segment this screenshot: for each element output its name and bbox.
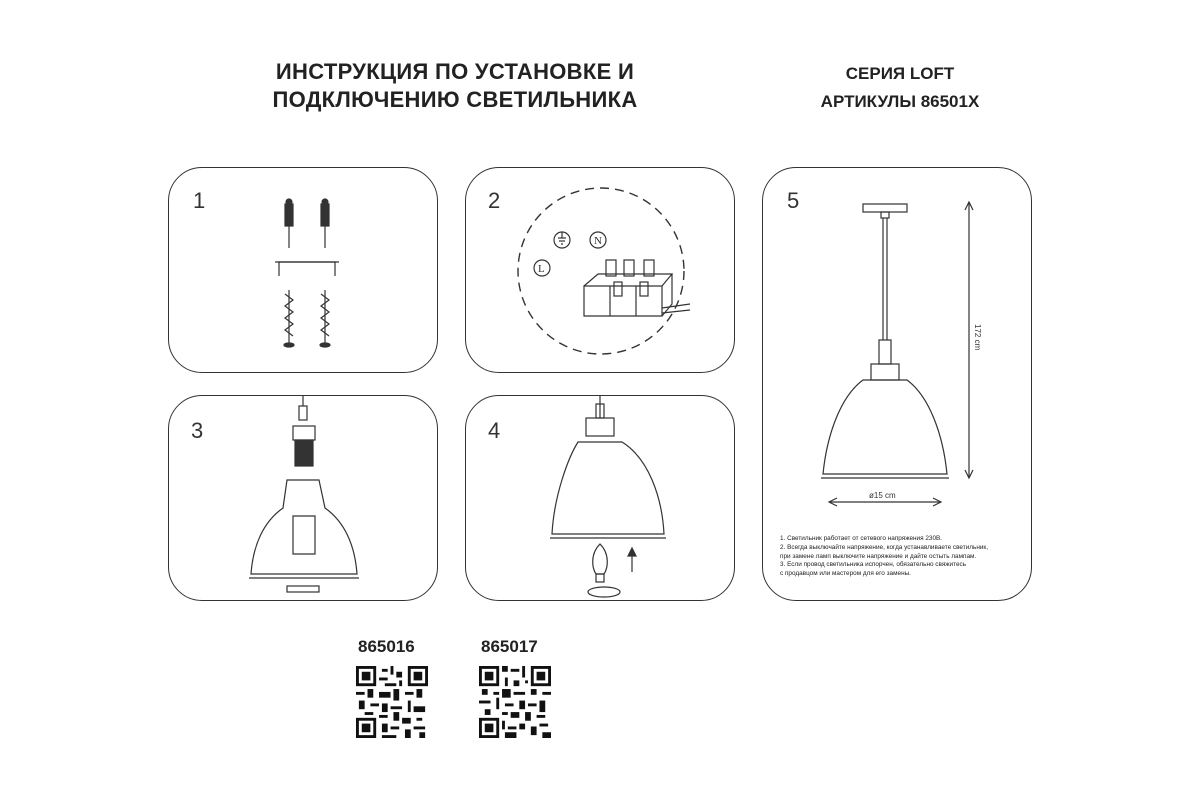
step-1-panel: [168, 167, 438, 373]
neutral-label: N: [594, 235, 602, 247]
note-line: с продавцом или мастером для его замены.: [780, 570, 911, 578]
mounting-hardware-icon: [169, 168, 439, 374]
safety-notes: [780, 535, 1020, 579]
lamp-holder-assembly-icon: [169, 396, 439, 602]
series-label: СЕРИЯ LOFT: [845, 64, 955, 83]
articles-label: АРТИКУЛЫ 86501X: [820, 92, 980, 111]
product-code-2: 865017: [481, 637, 538, 656]
step-number: 3: [191, 418, 204, 443]
terminal-block-icon: [466, 168, 736, 374]
product-code-1: 865016: [358, 637, 415, 656]
series-info: [790, 60, 1010, 116]
bulb-installation-icon: [466, 396, 736, 602]
step-number: 4: [488, 418, 501, 443]
note-line: при замене ламп выключите напряжение и дайте остыть лампам.: [780, 552, 977, 560]
qr-code-icon: [479, 666, 551, 738]
step-number: 2: [488, 188, 501, 213]
diameter-label: ø15 cm: [869, 491, 896, 500]
step-3-panel: [168, 395, 438, 601]
qr-code-icon: [356, 666, 428, 738]
note-line: 3. Если провод светильника испорчен, обязательно свяжитесь: [780, 561, 967, 569]
height-label: 172 cm: [973, 324, 982, 351]
step-number: 5: [787, 188, 800, 213]
note-line: 1. Светильник работает от сетевого напряжения 230В.: [780, 535, 943, 542]
title-line-2: ПОДКЛЮЧЕНИЮ СВЕТИЛЬНИКА: [272, 87, 638, 112]
page-title: [270, 58, 640, 114]
step-4-panel: [465, 395, 735, 601]
line-label: L: [538, 263, 545, 275]
note-line: 2. Всегда выключайте напряжение, когда устанавливаете светильник,: [780, 543, 988, 551]
title-line-1: ИНСТРУКЦИЯ ПО УСТАНОВКЕ И: [275, 59, 635, 84]
step-2-panel: [465, 167, 735, 373]
step-number: 1: [193, 188, 206, 213]
